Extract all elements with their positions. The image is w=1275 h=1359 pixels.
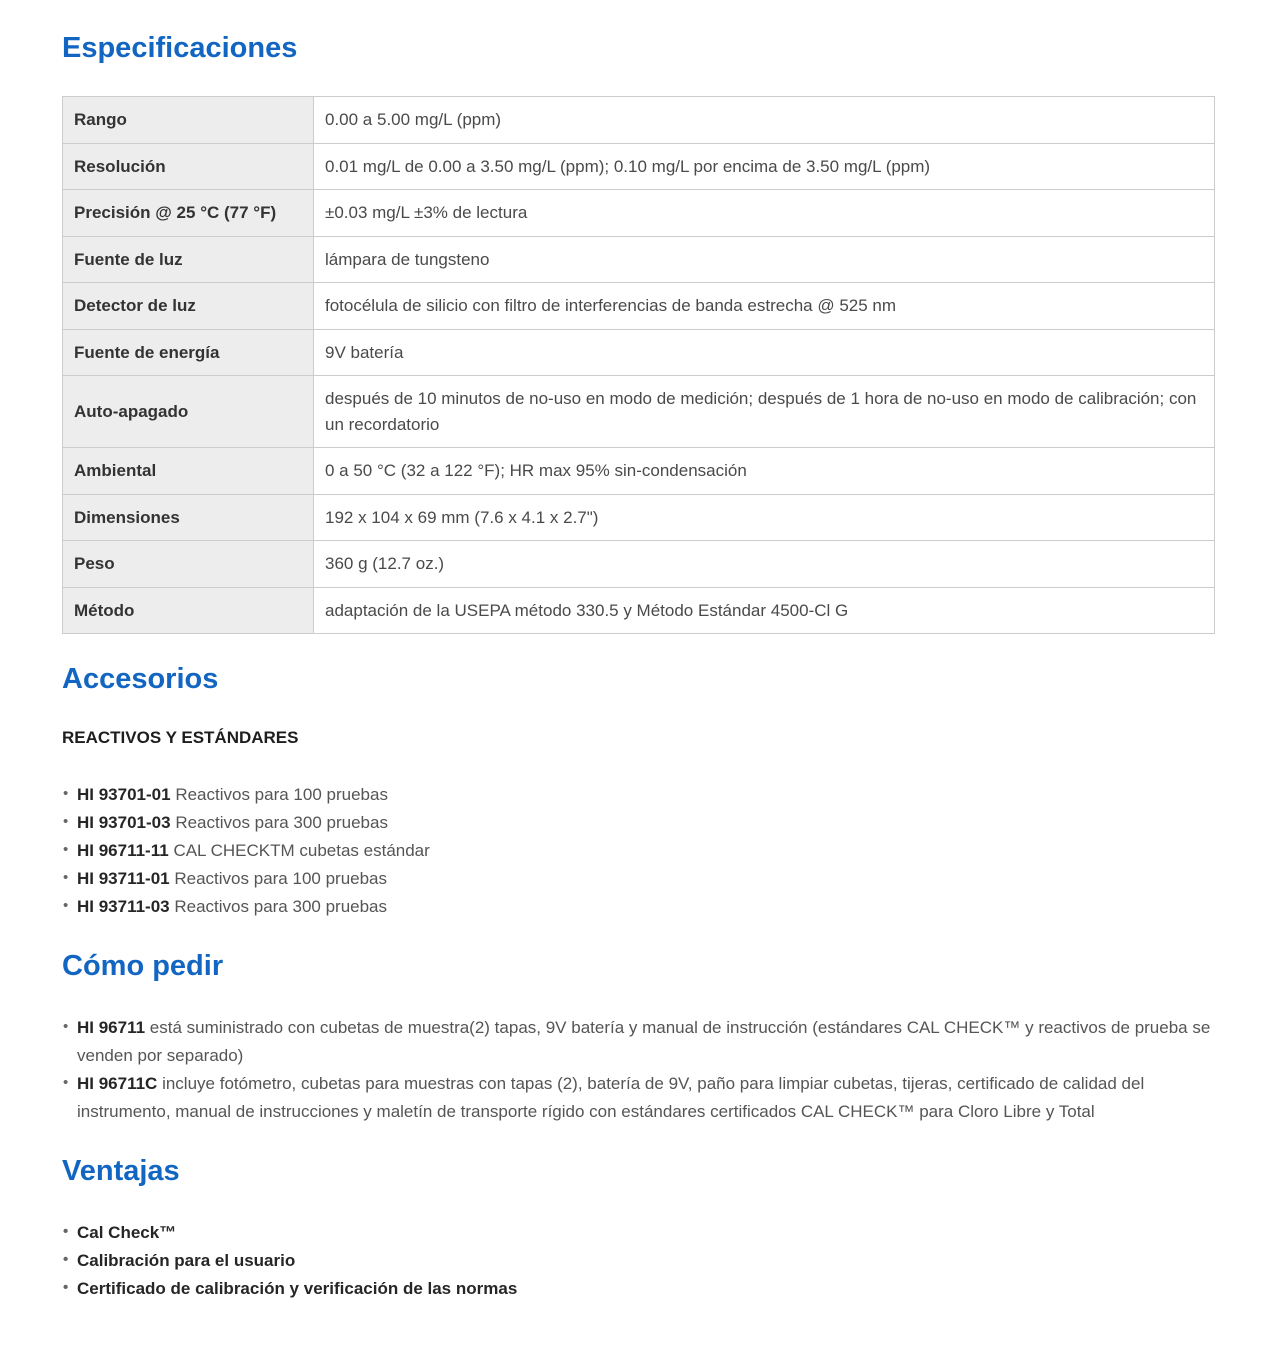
ordering-list (62, 1014, 1215, 1126)
spec-label: Resolución (63, 143, 314, 190)
section-title-como-pedir: Cómo pedir (62, 950, 224, 982)
table-row (63, 587, 1215, 634)
spec-label: Dimensiones (63, 494, 314, 541)
spec-label: Detector de luz (63, 283, 314, 330)
accessories-list (62, 781, 1215, 921)
table-row (63, 190, 1215, 237)
section-title-especificaciones: Especificaciones (62, 32, 298, 64)
product-code: HI 93711-01 (77, 869, 170, 888)
section-title-ventajas: Ventajas (62, 1155, 180, 1187)
spec-label: Precisión @ 25 °C (77 °F) (63, 190, 314, 237)
table-row (63, 236, 1215, 283)
spec-value: después de 10 minutos de no-uso en modo de medición; después de 1 hora de no-uso en modo de calibración; con un recordatorio (314, 376, 1215, 448)
list-item (62, 1014, 1215, 1070)
list-item (62, 1070, 1215, 1126)
list-item (62, 837, 1215, 865)
product-code: HI 96711-11 (77, 841, 169, 860)
section-title-accesorios: Accesorios (62, 663, 219, 695)
list-item: • Calibración para el usuario (62, 1247, 1215, 1275)
product-code: HI 93701-01 (77, 785, 171, 804)
spec-value: 0.00 a 5.00 mg/L (ppm) (314, 97, 1215, 144)
list-item (62, 809, 1215, 837)
spec-label: Fuente de energía (63, 329, 314, 376)
spec-label: Método (63, 587, 314, 634)
list-item: • Certificado de calibración y verificación de las normas (62, 1275, 1215, 1303)
table-row (63, 494, 1215, 541)
subsection-title-reactivos: REACTIVOS Y ESTÁNDARES (62, 728, 299, 747)
product-description: Reactivos para 300 pruebas (175, 813, 388, 832)
specs-table (62, 96, 1215, 634)
product-description: Reactivos para 100 pruebas (175, 785, 388, 804)
list-item (62, 865, 1215, 893)
product-code: HI 96711C (77, 1074, 158, 1093)
table-row (63, 329, 1215, 376)
product-code: HI 96711 (77, 1018, 146, 1037)
product-description: Reactivos para 300 pruebas (174, 897, 388, 916)
product-code: HI 93711-03 (77, 897, 170, 916)
product-description: Reactivos para 100 pruebas (174, 869, 388, 888)
spec-label: Rango (63, 97, 314, 144)
product-description: CAL CHECKTM cubetas estándar (173, 841, 430, 860)
product-code: HI 93701-03 (77, 813, 171, 832)
spec-value: 192 x 104 x 69 mm (7.6 x 4.1 x 2.7") (314, 494, 1215, 541)
table-row (63, 283, 1215, 330)
table-row (63, 143, 1215, 190)
product-description: está suministrado con cubetas de muestra(2) tapas, 9V batería y manual de instrucción (estándares CAL CHECK™ y reactivos de prueba se venden por separado) (77, 1018, 1211, 1065)
product-description: incluye fotómetro, cubetas para muestras con tapas (2), batería de 9V, paño para limpiar cubetas, tijeras, certificado de calidad del instrumento, manual de instrucciones y maletín de transporte rígido con estándares certificados CAL CHECK™ para Cloro Libre y Total (77, 1074, 1145, 1121)
spec-label: Ambiental (63, 448, 314, 495)
spec-value: 0 a 50 °C (32 a 122 °F); HR max 95% sin-condensación (314, 448, 1215, 495)
list-item: • Cal Check™ (62, 1219, 1215, 1247)
spec-value: lámpara de tungsteno (314, 236, 1215, 283)
list-item (62, 893, 1215, 921)
spec-value: 360 g (12.7 oz.) (314, 541, 1215, 588)
spec-label: Peso (63, 541, 314, 588)
spec-label: Auto-apagado (63, 376, 314, 448)
table-row (63, 448, 1215, 495)
table-row (63, 541, 1215, 588)
spec-value: 0.01 mg/L de 0.00 a 3.50 mg/L (ppm); 0.10 mg/L por encima de 3.50 mg/L (ppm) (314, 143, 1215, 190)
spec-label: Fuente de luz (63, 236, 314, 283)
table-row (63, 376, 1215, 448)
table-row (63, 97, 1215, 144)
advantages-list (62, 1219, 1215, 1303)
list-item (62, 781, 1215, 809)
spec-value: ±0.03 mg/L ±3% de lectura (314, 190, 1215, 237)
spec-value: fotocélula de silicio con filtro de interferencias de banda estrecha @ 525 nm (314, 283, 1215, 330)
spec-value: 9V batería (314, 329, 1215, 376)
spec-value: adaptación de la USEPA método 330.5 y Método Estándar 4500-Cl G (314, 587, 1215, 634)
